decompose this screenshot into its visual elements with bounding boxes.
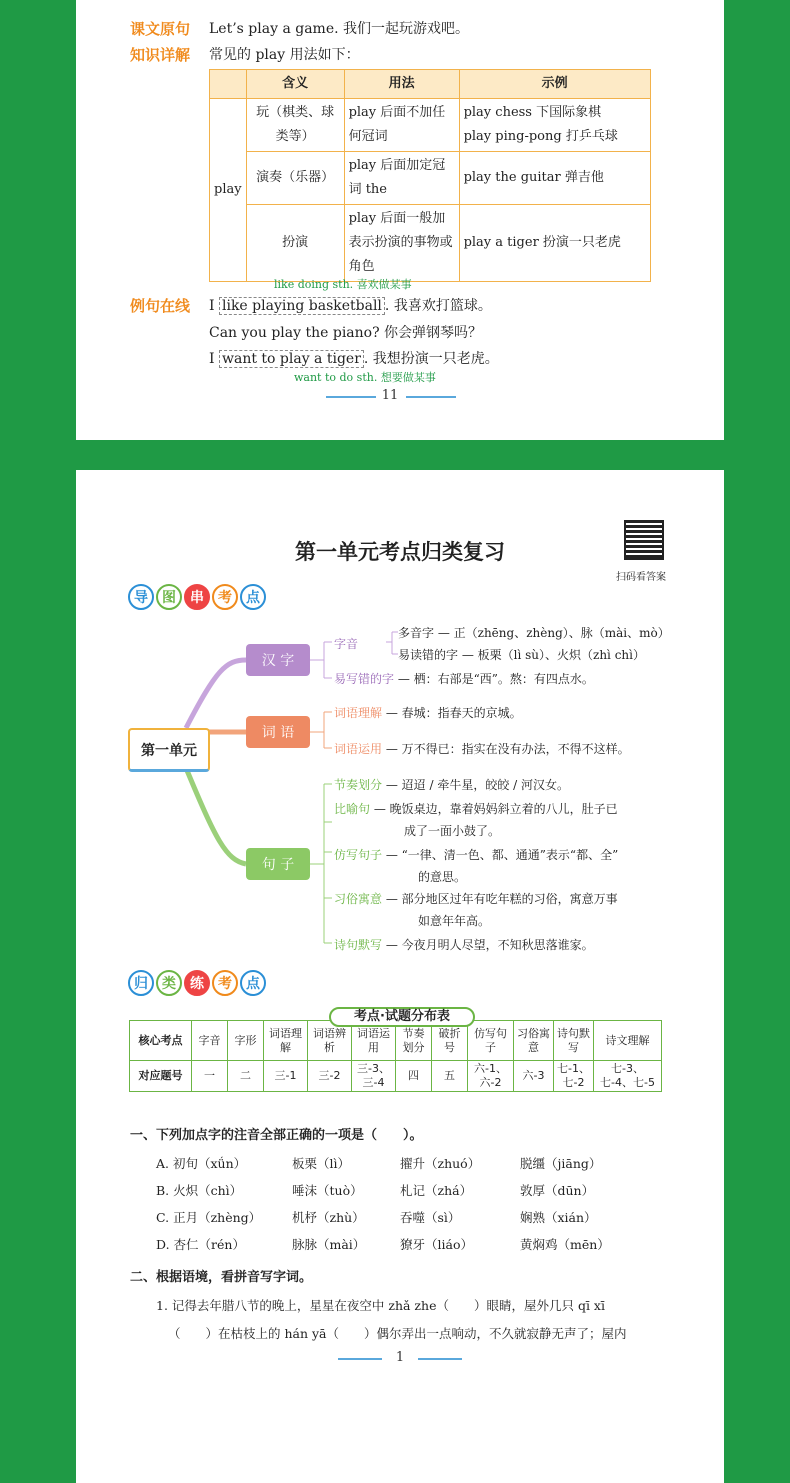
page-bottom (76, 470, 724, 1483)
dt-h10: 诗句默写 (554, 1021, 594, 1061)
mm-text-6: — 晚饭桌边，靠着妈妈斜立着的八儿，肚子已 (373, 802, 618, 816)
page-line-left-2 (338, 1358, 382, 1360)
note-want-to-do: want to do sth. 想要做某事 (294, 371, 436, 384)
mm-key-12: 诗句默写 (334, 938, 383, 952)
mm-key-3: 词语理解 (334, 706, 383, 720)
opt-a3: 擢升（zhuó） (400, 1156, 481, 1171)
dt-r10: 七-1、七-2 (554, 1061, 594, 1092)
cell-r2-meaning: 演奏（乐器） (246, 152, 344, 205)
distribution-table (129, 1020, 662, 1092)
q2-line-b: （ ）在枯枝上的 hán yā（ ）偶尔弄出一点响动，不久就寂静无声了；屋内 (168, 1326, 627, 1341)
sec2-c5: 点 (240, 970, 266, 996)
opt-a2: 板栗（lì） (292, 1156, 350, 1171)
opt-a1: A. 初旬（xǘn） (156, 1156, 247, 1171)
opt-c3: 吞噬（sì） (400, 1210, 461, 1225)
usage-table (209, 69, 651, 282)
opt-c2: 机杼（zhù） (292, 1210, 365, 1225)
mm-line-3 (334, 704, 522, 721)
cell-r1-example: play chess 下国际象棋 play ping-pong 打乒乓球 (459, 99, 650, 152)
mm-line-6 (334, 800, 618, 817)
e1-pre: I (209, 298, 219, 314)
sentence-original: Let’s play a game. 我们一起玩游戏吧。 (209, 21, 470, 37)
dt-r8: 六-1、六-2 (468, 1061, 514, 1092)
e1-highlight: like playing basketball (219, 297, 385, 315)
dt-r9: 六-3 (514, 1061, 554, 1092)
dt-h5: 词语运用 (352, 1021, 396, 1061)
dt-r2: 二 (228, 1061, 264, 1092)
page-line-left (326, 396, 376, 398)
dt-h0: 核心考点 (130, 1021, 192, 1061)
section-practice (128, 970, 266, 996)
sentence-knowledge: 常见的 play 用法如下： (209, 47, 360, 63)
mm-line-10 (334, 890, 618, 907)
e3-post: . 我想扮演一只老虎。 (363, 351, 499, 367)
cell-r1-usage: play 后面不加任何冠词 (344, 99, 459, 152)
dt-r5: 三-3、三-4 (352, 1061, 396, 1092)
cell-r1-meaning: 玩（棋类、球类等） (246, 99, 344, 152)
mm-line-1: 易读错的字 — 板栗（lì sù）、火炽（zhì chì） (398, 648, 645, 662)
opt-d2: 脉脉（mài） (292, 1237, 366, 1252)
dt-h3: 词语理解 (264, 1021, 308, 1061)
qr-code-icon[interactable] (624, 520, 664, 560)
label-examples: 例句在线 (130, 297, 191, 315)
label-original: 课文原句 (130, 20, 191, 38)
dt-h6: 节奏划分 (396, 1021, 432, 1061)
opt-d4: 黄焖鸡（mēn） (520, 1237, 610, 1252)
mm-key-5: 节奏划分 (334, 778, 383, 792)
th-meaning: 含义 (246, 70, 344, 99)
dt-r4: 三-2 (308, 1061, 352, 1092)
page-number-top: 11 (381, 388, 399, 403)
opt-b1: B. 火炽（chì） (156, 1183, 243, 1198)
dt-h1: 字音 (192, 1021, 228, 1061)
mm-line-7: 成了一面小鼓了。 (404, 824, 501, 838)
question-1: 一、下列加点字的注音全部正确的一项是（ ）。 (130, 1128, 423, 1143)
opt-d3: 獠牙（liáo） (400, 1237, 473, 1252)
dt-h2: 字形 (228, 1021, 264, 1061)
dt-h4: 词语辨析 (308, 1021, 352, 1061)
mm-text-5: — 迢迢 / 牵牛星，皎皎 / 河汉女。 (385, 778, 570, 792)
mm-line-11: 如意年年高。 (418, 914, 491, 928)
sec2-c2: 类 (156, 970, 182, 996)
mm-key-2: 易写错的字 (334, 672, 395, 686)
note-like-doing: like doing sth. 喜欢做某事 (274, 278, 412, 291)
node-ciyu: 词 语 (246, 716, 310, 748)
dt-r11: 七-3、七-4、七-5 (594, 1061, 662, 1092)
question-2: 二、根据语境，看拼音写字词。 (130, 1270, 313, 1285)
page-number-bottom: 1 (395, 1350, 405, 1365)
dt-r6: 四 (396, 1061, 432, 1092)
example-2: Can you play the piano? 你会弹钢琴吗？ (209, 325, 483, 341)
label-knowledge: 知识详解 (130, 46, 191, 64)
mm-key-8: 仿写句子 (334, 848, 383, 862)
mm-line-5 (334, 776, 569, 793)
th-empty (210, 70, 247, 99)
q2-line-a: 1. 记得去年腊八节的晚上，星星在夜空中 zhǎ zhe（ ）眼睛，屋外几只 qī xī (156, 1298, 605, 1313)
sec1-c3: 串 (184, 584, 210, 610)
mm-key-0: 字音 (334, 637, 359, 651)
dt-h11: 诗文理解 (594, 1021, 662, 1061)
mm-text-4: — 万不得已：指实在没有办法，不得不这样。 (385, 742, 630, 756)
opt-c4: 娴熟（xián） (520, 1210, 597, 1225)
center-node: 第一单元 (128, 728, 210, 772)
section-mindmap (128, 584, 266, 610)
opt-b2: 唾沫（tuò） (292, 1183, 363, 1198)
sec1-c5: 点 (240, 584, 266, 610)
mm-text-12: — 今夜月明人尽望，不知秋思落谁家。 (385, 938, 594, 952)
th-example: 示例 (459, 70, 650, 99)
sec2-c4: 考 (212, 970, 238, 996)
mm-text-8: — “一律、清一色、都、通通”表示“都、全” (385, 848, 619, 862)
qr-caption: 扫码看答案 (616, 572, 666, 583)
opt-a4: 脱缰（jiāng） (520, 1156, 602, 1171)
th-usage: 用法 (344, 70, 459, 99)
page-line-right-2 (418, 1358, 462, 1360)
opt-b4: 敦厚（dūn） (520, 1183, 595, 1198)
dt-r7: 五 (432, 1061, 468, 1092)
opt-b3: 札记（zhá） (400, 1183, 473, 1198)
example-1 (209, 295, 492, 315)
mm-line-8 (334, 846, 618, 863)
mm-key-10: 习俗寓意 (334, 892, 383, 906)
dt-r0: 对应题号 (130, 1061, 192, 1092)
mm-line-0: 多音字 — 正（zhēng、zhèng）、脉（mài、mò） (398, 626, 670, 640)
mm-text-2: — 栖：右部是“西”。熬：有四点水。 (397, 672, 594, 686)
page-top (76, 0, 724, 440)
mm-key-6: 比喻句 (334, 802, 371, 816)
mm-line-12 (334, 936, 594, 953)
page-line-right (406, 396, 456, 398)
dt-h7: 破折号 (432, 1021, 468, 1061)
example-3 (209, 348, 499, 368)
mm-text-10: — 部分地区过年有吃年糕的习俗，寓意万事 (385, 892, 618, 906)
mm-text-3: — 春城：指春天的京城。 (385, 706, 522, 720)
sec1-c2: 图 (156, 584, 182, 610)
sec2-c1: 归 (128, 970, 154, 996)
cell-play: play (210, 99, 247, 282)
table-caption: 考点·试题分布表 (329, 1007, 475, 1027)
mm-line-2 (334, 670, 594, 687)
e3-highlight: want to play a tiger (219, 350, 364, 368)
mm-zi-yin-key (334, 635, 358, 652)
e1-post: . 我喜欢打篮球。 (384, 298, 492, 314)
opt-c1: C. 正月（zhèng） (156, 1210, 262, 1225)
sec1-c1: 导 (128, 584, 154, 610)
cell-r3-usage: play 后面一般加表示扮演的事物或角色 (344, 205, 459, 282)
opt-d1: D. 杏仁（rén） (156, 1237, 245, 1252)
dt-r3: 三-1 (264, 1061, 308, 1092)
cell-r3-example: play a tiger 扮演一只老虎 (459, 205, 650, 282)
mm-line-4 (334, 740, 630, 757)
dt-h9: 习俗寓意 (514, 1021, 554, 1061)
sec2-c3: 练 (184, 970, 210, 996)
cell-r2-example: play the guitar 弹吉他 (459, 152, 650, 205)
e3-pre: I (209, 351, 219, 367)
cell-r2-usage: play 后面加定冠词 the (344, 152, 459, 205)
dt-h8: 仿写句子 (468, 1021, 514, 1061)
node-hanzi: 汉 字 (246, 644, 310, 676)
sec1-c4: 考 (212, 584, 238, 610)
dt-r1: 一 (192, 1061, 228, 1092)
node-juzi: 句 子 (246, 848, 310, 880)
cell-r3-meaning: 扮演 (246, 205, 344, 282)
mm-key-4: 词语运用 (334, 742, 383, 756)
page-title: 第一单元考点归类复习 (295, 540, 505, 564)
mm-line-9: 的意思。 (418, 870, 467, 884)
